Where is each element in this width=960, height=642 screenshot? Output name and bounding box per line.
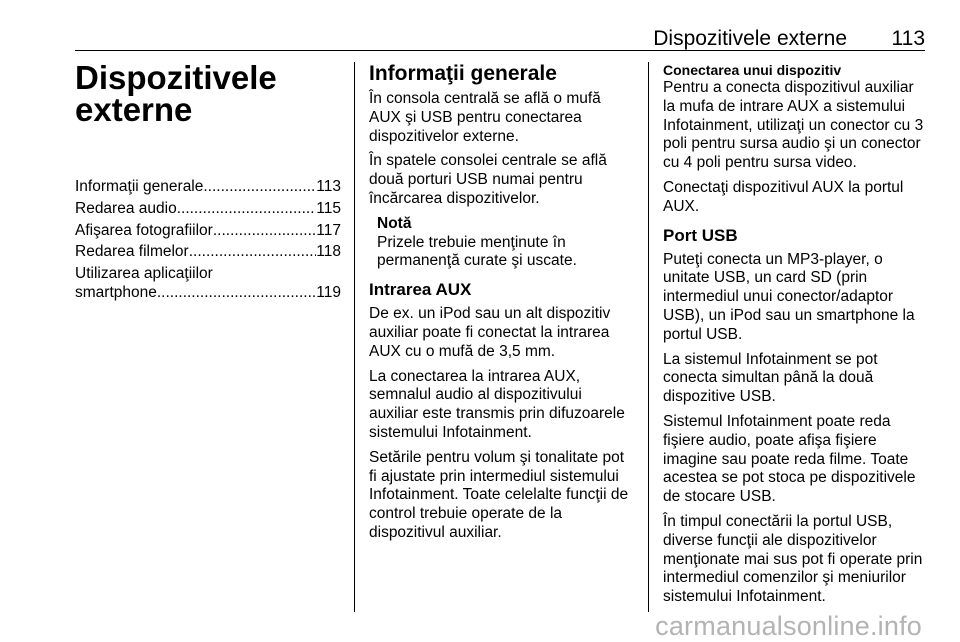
column-1 xyxy=(75,59,341,306)
toc-label: Afişarea fotografiilor xyxy=(75,221,213,239)
paragraph: Conectaţi dispozitivul AUX la portul AUX. xyxy=(663,178,904,215)
subsection-title: Intrarea AUX xyxy=(369,280,472,300)
toc-label: Redarea audio xyxy=(75,199,177,217)
subsection-title: Port USB xyxy=(663,225,738,245)
toc-label: Redarea filmelor xyxy=(75,243,189,261)
minor-heading: Conectarea unui dispozitiv xyxy=(663,62,842,78)
toc-leader xyxy=(203,178,316,197)
running-header xyxy=(75,26,925,52)
note-text: Prizele trebuie menţinute în permanenţă curate şi uscate. xyxy=(377,233,577,270)
toc-leader xyxy=(157,284,316,303)
column-2 xyxy=(369,62,635,549)
toc-label-continued: smartphone xyxy=(75,283,157,301)
toc-entry[interactable] xyxy=(75,265,341,303)
toc-entry[interactable] xyxy=(75,243,341,262)
column-divider-1 xyxy=(354,62,355,612)
chapter-title-line-2: externe xyxy=(75,91,193,128)
page-number: 113 xyxy=(891,27,925,50)
toc-entry[interactable] xyxy=(75,200,341,219)
paragraph: La sistemul Infotainment se pot conecta simultan până la două dispozitive USB. xyxy=(663,350,878,406)
toc-entry[interactable] xyxy=(75,178,341,197)
header-title: Dispozitivele externe xyxy=(653,27,847,50)
toc-page: 117 xyxy=(316,221,341,239)
chapter-title-line-1: Dispozitivele xyxy=(75,59,277,96)
toc-page: 113 xyxy=(316,178,341,195)
paragraph: Pentru a conecta dispozitivul auxiliar la mufa de intrare AUX a sistemului Infotainment, utilizaţi un conector cu 3 poli pentru sursa audio şi un conector cu 4 poli pentru sursa video. xyxy=(663,79,924,172)
header-rule xyxy=(75,50,925,51)
paragraph: Puteţi conecta un MP3-player, o unitate USB, un card SD (prin intermediul unui conector/adaptor USB), un iPod sau un smartphone la portul USB. xyxy=(663,250,915,343)
toc-leader xyxy=(189,243,317,262)
toc-page: 119 xyxy=(316,283,341,301)
paragraph: De ex. un iPod sau un alt dispozitiv auxiliar poate fi conectat la intrarea AUX cu o mufă de 3,5 mm. xyxy=(369,305,611,360)
toc-leader xyxy=(177,200,317,219)
watermark: carmanualsonline.info xyxy=(655,611,922,641)
paragraph: Sistemul Infotainment poate reda fişiere audio, poate afişa fişiere imagine sau poate reda filme. Toate acestea se pot stoca pe dispozitivele de stocare USB. xyxy=(663,412,916,506)
paragraph: În consola centrală se află o mufă AUX şi USB pentru conectarea dispozitivelor externe. xyxy=(369,90,601,145)
toc-page: 118 xyxy=(316,243,341,261)
note-label: Notă xyxy=(377,214,412,232)
column-divider-2 xyxy=(648,62,649,612)
section-title: Informaţii generale xyxy=(369,62,557,85)
toc-page: 115 xyxy=(316,199,341,217)
table-of-contents xyxy=(75,178,341,303)
column-3 xyxy=(663,62,929,613)
toc-entry[interactable] xyxy=(75,222,341,241)
toc-label: Utilizarea aplicaţiilor xyxy=(75,265,213,283)
toc-label: Informaţii generale xyxy=(75,178,204,195)
chapter-title xyxy=(75,59,341,128)
paragraph: În spatele consolei centrale se află două porturi USB numai pentru încărcarea dispozitivelor. xyxy=(369,152,607,207)
paragraph: La conectarea la intrarea AUX, semnalul audio al dispozitivului auxiliar este transmis prin difuzoarele sistemului Infotainment. xyxy=(369,367,625,441)
paragraph: În timpul conectării la portul USB, diverse funcţii ale dispozitivelor menţionate mai sus pot fi operate prin intermediul comenzilor şi meniurilor sistemului Infotainment. xyxy=(663,512,923,606)
toc-leader xyxy=(213,222,316,241)
note-box xyxy=(377,215,635,271)
paragraph: Setările pentru volum şi tonalitate pot fi ajustate prin intermediul sistemului Infotainment. Toate celelalte funcţii de control trebuie operate de la dispozitivul auxiliar. xyxy=(369,448,629,541)
